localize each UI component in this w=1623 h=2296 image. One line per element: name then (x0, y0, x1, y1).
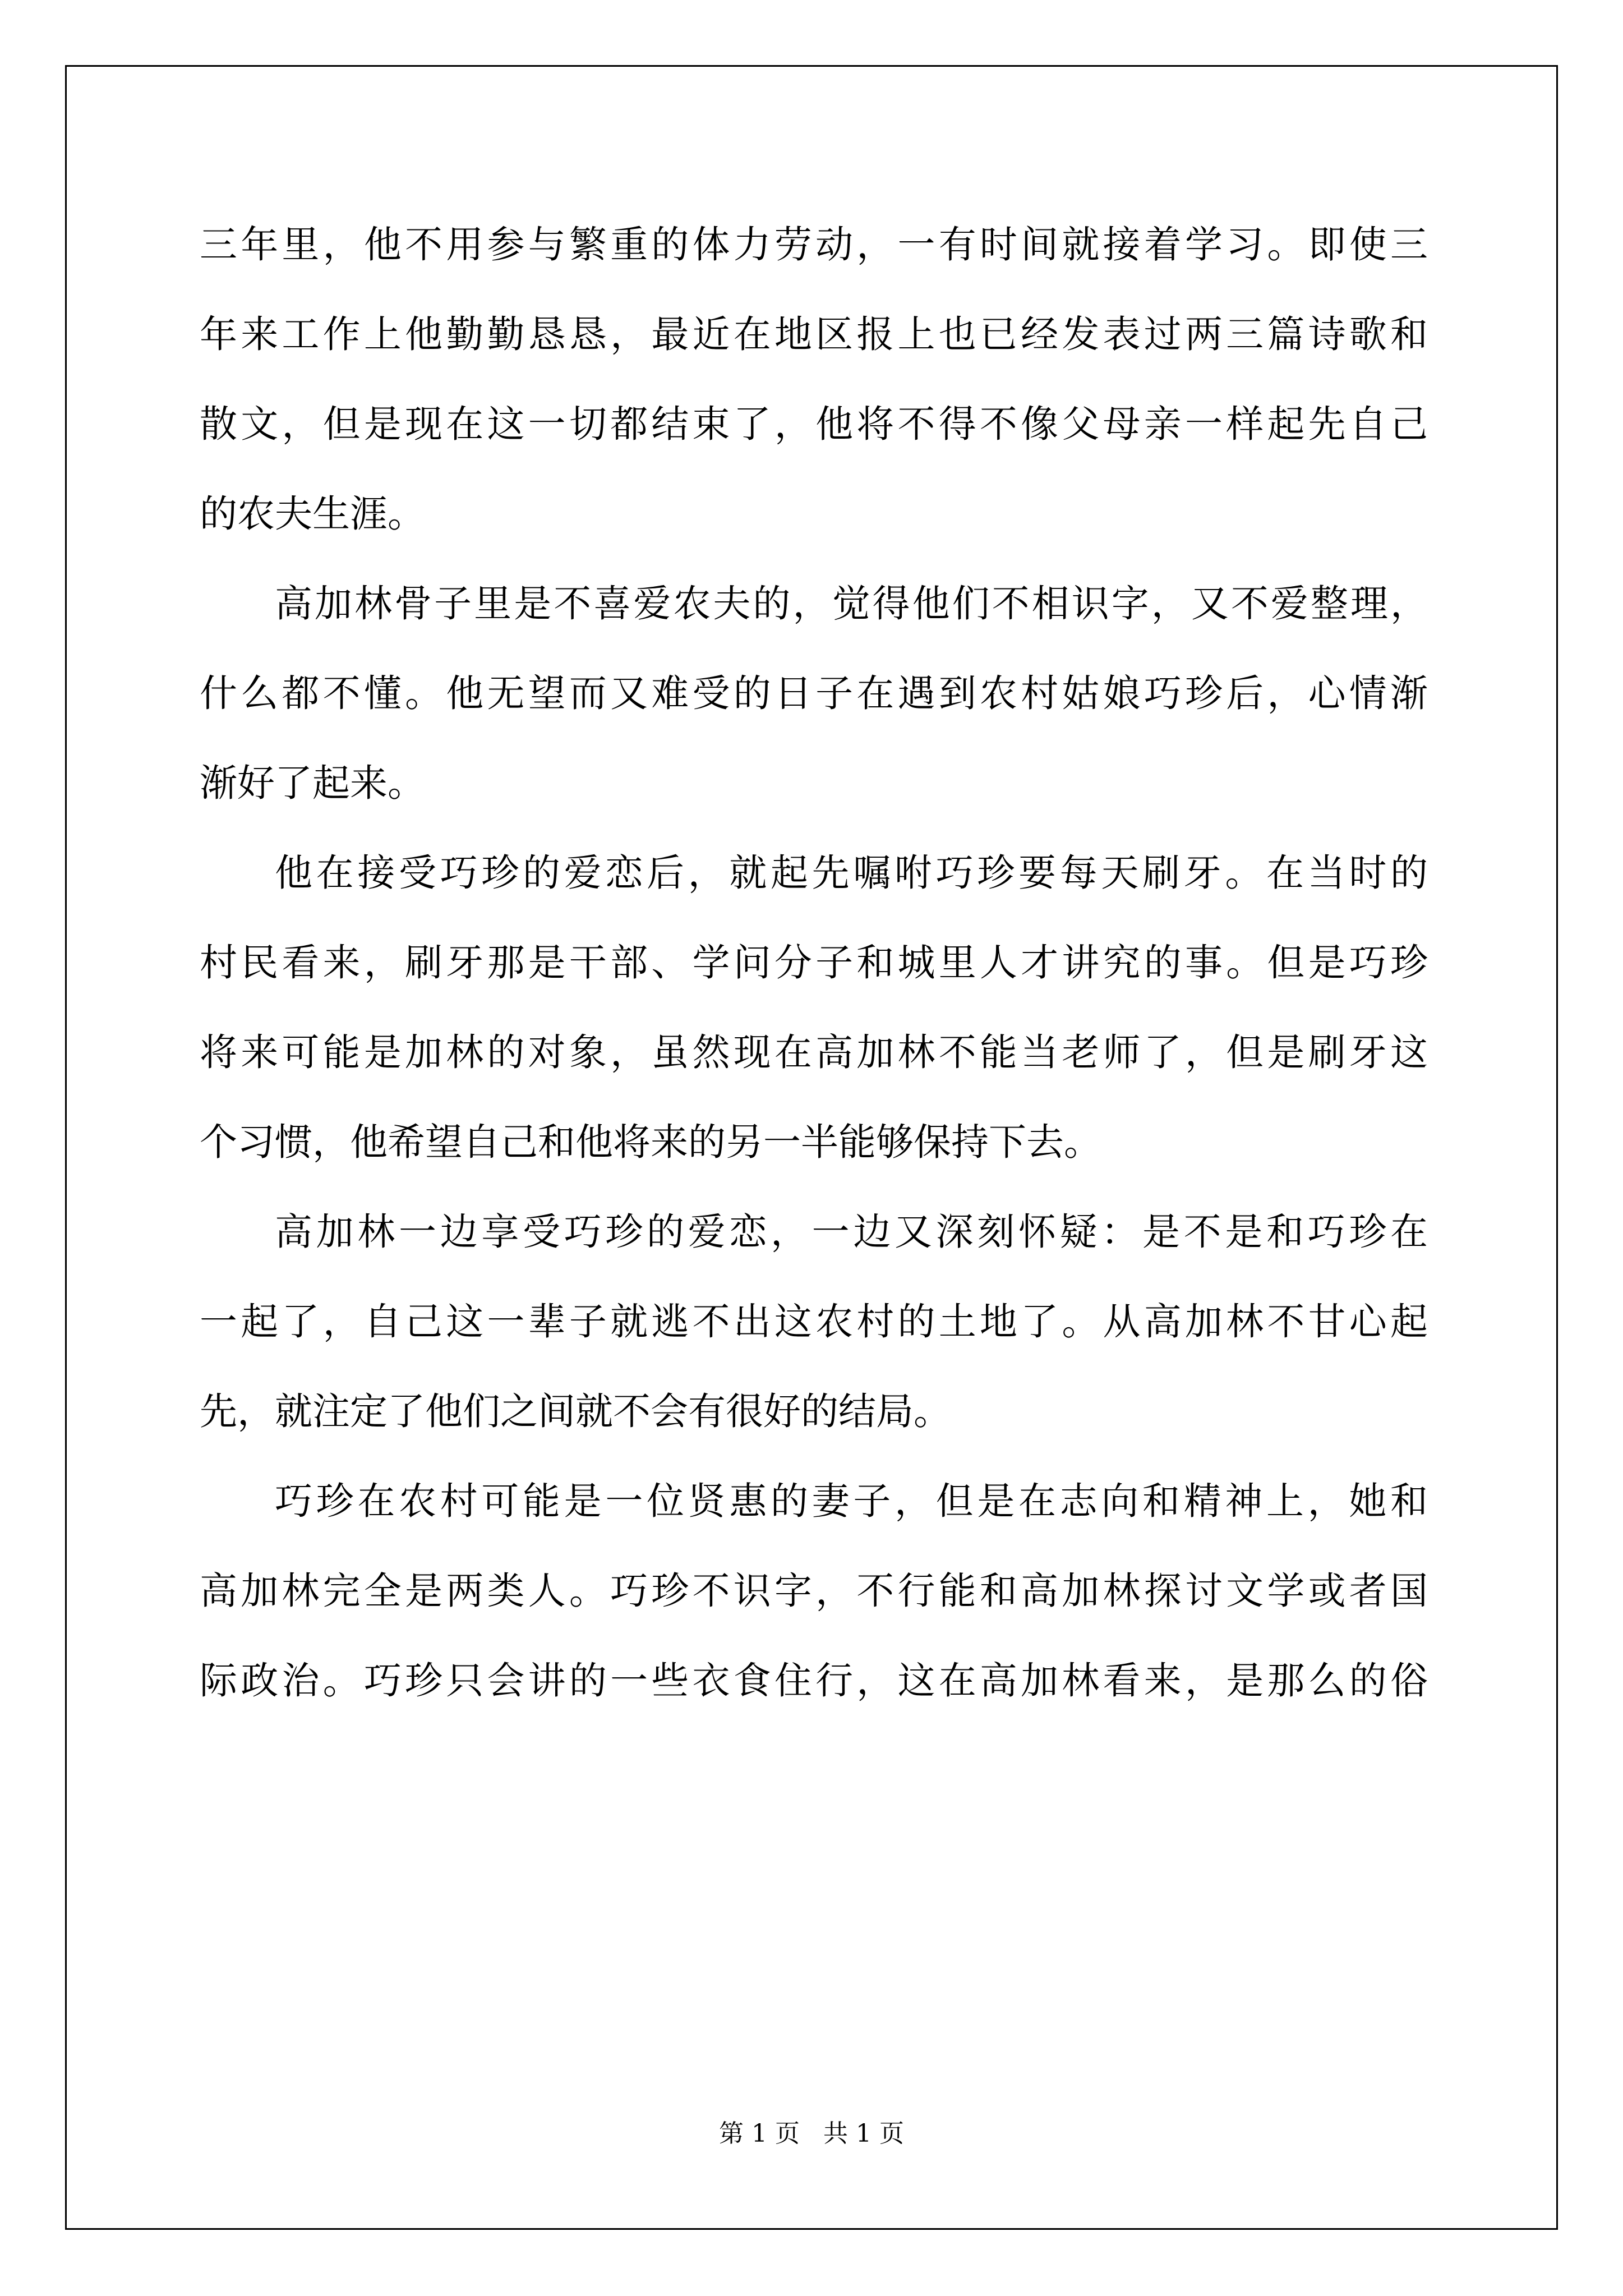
text-line: 三年里，他不用参与繁重的体力劳动，一有时间就接着学习。即使三 (200, 223, 1428, 266)
page-total: 共 1 页 (823, 2119, 904, 2148)
text-line: 一起了，自己这一辈子就逃不出这农村的土地了。从高加林不甘心起 (200, 1300, 1428, 1343)
text-line: 什么都不懂。他无望而又难受的日子在遇到农村姑娘巧珍后，心情渐 (200, 671, 1428, 715)
text-line: 年来工作上他勤勤恳恳，最近在地区报上也已经发表过两三篇诗歌和 (200, 312, 1428, 356)
text-line: 高加林骨子里是不喜爱农夫的，觉得他们不相识字，又不爱整理， (275, 582, 1428, 625)
text-line: 渐好了起来。 (200, 761, 425, 805)
text-line: 际政治。巧珍只会讲的一些衣食住行，这在高加林看来，是那么的俗 (200, 1659, 1428, 1703)
text-line: 的农夫生涯。 (200, 492, 425, 536)
text-line: 先，就注定了他们之间就不会有很好的结局。 (200, 1389, 951, 1433)
page-number: 第 1 页 (719, 2119, 800, 2148)
text-line: 巧珍在农村可能是一位贤惠的妻子，但是在志向和精神上，她和 (275, 1479, 1428, 1523)
page-footer (0, 2118, 1623, 2150)
text-line: 高加林完全是两类人。巧珍不识字，不行能和高加林探讨文学或者国 (200, 1569, 1428, 1613)
text-line: 个习惯，他希望自己和他将来的另一半能够保持下去。 (200, 1120, 1101, 1164)
document-body (200, 200, 1428, 1726)
text-line: 他在接受巧珍的爱恋后，就起先嘱咐巧珍要每天刷牙。在当时的 (275, 851, 1428, 895)
text-line: 散文，但是现在这一切都结束了，他将不得不像父母亲一样起先自己 (200, 402, 1428, 446)
text-line: 高加林一边享受巧珍的爱恋，一边又深刻怀疑：是不是和巧珍在 (275, 1210, 1428, 1254)
text-line: 将来可能是加林的对象，虽然现在高加林不能当老师了，但是刷牙这 (200, 1030, 1428, 1074)
text-line: 村民看来，刷牙那是干部、学问分子和城里人才讲究的事。但是巧珍 (200, 941, 1428, 984)
